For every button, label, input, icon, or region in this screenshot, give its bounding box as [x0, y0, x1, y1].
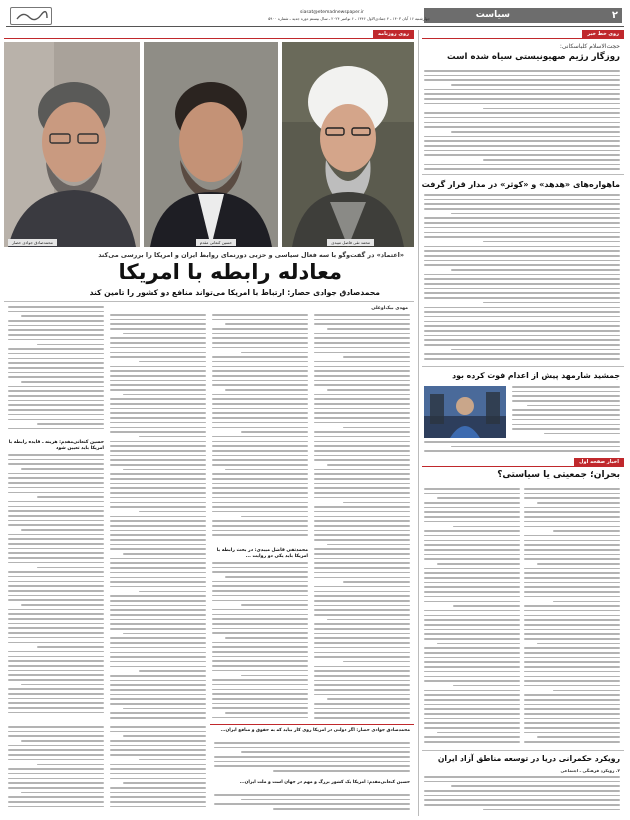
- main-kicker: «اعتماد» در گفت‌وگو با سه فعال سیاسی و حزبی دورنمای روابط ایران و امریکا را بررسی می‌کند: [98, 251, 404, 259]
- page-header: [0, 0, 630, 34]
- tag-news-line: روی خط خبر: [582, 30, 624, 38]
- story3-body-2: [424, 441, 620, 454]
- right-column: [422, 30, 624, 815]
- newspaper-logo: [10, 7, 52, 25]
- main-subhead-3: حسین کنعانی‌مقدم: هزینه ـ فایده رابطه با امریکا باید تعیین شود: [8, 440, 104, 451]
- story1-body: [424, 70, 620, 172]
- story4-body-right: [524, 488, 620, 746]
- tag-on-paper: روی روزنامه: [373, 30, 414, 38]
- box-body-1: [214, 742, 410, 776]
- caption-kanani-moghadam: حسین کنعانی مقدم: [196, 239, 236, 246]
- main-col-2b: [212, 562, 308, 722]
- main-subhead-2: محمدتقی فاضل میبدی: در بحث رابطه با امریکا باید یکی دو روایت ...: [216, 548, 308, 559]
- photo-javadi-hesar: [4, 42, 140, 247]
- caption-fazel-meybodi: محمد تقی فاضل میبدی: [327, 239, 374, 246]
- story4-title: بحران؛ جمعیتی یا سیاستی؟: [497, 470, 620, 480]
- photo-kanani-moghadam: [144, 42, 278, 247]
- story5-body: [424, 776, 620, 816]
- main-col-4-bottom: [8, 726, 104, 814]
- photo-fazel-meybodi: [282, 42, 414, 247]
- box-body-2: [214, 794, 410, 814]
- main-col-4a: [8, 306, 104, 438]
- tag-rule: [422, 38, 624, 39]
- story1-kicker: حجت‌الاسلام کلباسکانی:: [559, 43, 620, 50]
- section-bar: [424, 8, 622, 23]
- main-col-3: [110, 314, 206, 722]
- story4-body-left: [424, 488, 520, 746]
- box-intro-2: حسین کنعانی‌مقدم: امریکا یک کشور بزرگ و مهم در جهان است و ملت ایران...: [239, 780, 410, 785]
- main-story: [4, 30, 414, 816]
- byline: مهدی بیک‌اوغلی: [371, 306, 408, 311]
- story3-body: [512, 386, 620, 440]
- story3-title: جمشید شارمهد پیش از اعدام فوت کرده بود: [452, 371, 620, 380]
- story1-title: روزگار رژیم صهیونیستی سیاه شده است: [446, 52, 620, 62]
- header-rule: [6, 26, 624, 27]
- main-col-3-bottom: [110, 726, 206, 814]
- main-subhead: محمدصادق جوادی حصار: ارتباط با امریکا می‌تواند منافع دو کشور را تامین کند: [89, 288, 380, 297]
- story5-title: رویکرد حکمرانی دریا در توسعه مناطق آزاد ایران: [437, 754, 620, 763]
- column-divider: [418, 30, 419, 816]
- page-number: ۲: [611, 10, 618, 21]
- site-email: siasat@etemadnewspaper.ir: [300, 10, 364, 15]
- box-intro-1: محمدصادق جوادی حصار: اگر دولتی در امریکا روی کار بیاید که به حقوق و منافع ایران...: [220, 728, 410, 733]
- main-col-2a: [212, 314, 308, 544]
- main-col-1: [314, 314, 410, 722]
- caption-javadi-hesar: محمدصادق جوادی حصار: [8, 239, 57, 246]
- story2-body: [424, 194, 620, 364]
- date-line: چهارشنبه ۱۶ آبان ۱۴۰۳ ـ ۴ جمادی‌الاول ۱۴۴۶ ـ ۶ نوامبر ۲۰۲۴ ـ سال بیستم دوره جدید ـ شماره ۵۹۰۰: [268, 16, 430, 21]
- tag-front-page: اخبار صفحه اول: [574, 458, 624, 466]
- main-headline: معادله رابطه با امریکا: [118, 260, 342, 284]
- main-col-4b: [8, 454, 104, 722]
- story5-byline: ۲. رویکرد فرهنگی ـ اجتماعی: [560, 768, 620, 773]
- story2-title: ماهواره‌های «هدهد» و «کوثر» در مدار قرار گرفت: [421, 179, 620, 189]
- story3-photo: [424, 386, 506, 438]
- section-title: سیاست: [475, 10, 510, 20]
